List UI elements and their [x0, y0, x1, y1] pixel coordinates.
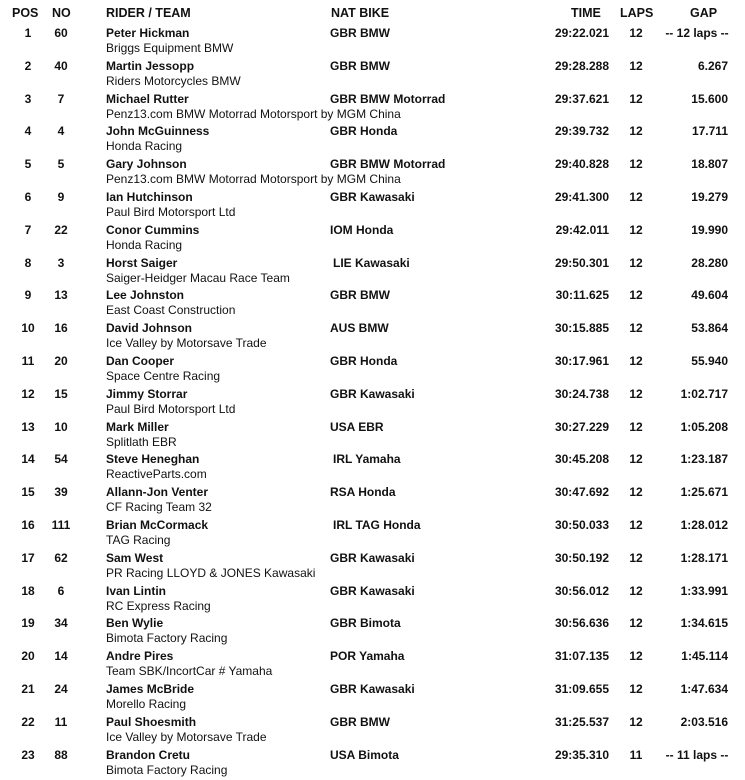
nat-bike-cell: IRL TAG Honda: [333, 518, 421, 532]
nat-bike-cell: IOM Honda: [330, 222, 394, 237]
position-cell: 4: [24, 124, 32, 139]
number-cell: 6: [57, 583, 65, 598]
rider-name: Steve Heneghan: [106, 452, 200, 467]
number-cell: 13: [54, 288, 68, 303]
team-name: Briggs Equipment BMW: [106, 41, 234, 55]
team-name: Bimota Factory Racing: [106, 762, 228, 777]
team-name: TAG Racing: [106, 533, 171, 547]
table-row: [0, 419, 745, 452]
number-cell: 14: [54, 649, 68, 664]
gap-cell: 6.267: [697, 58, 728, 73]
nat-bike-cell: AUS BMW: [330, 321, 389, 336]
team-name: PR Racing LLOYD & JONES Kawasaki: [106, 565, 316, 580]
team-name: Splitlath EBR: [106, 434, 177, 449]
header-no: NO: [52, 6, 71, 20]
nat-bike-cell: RSA Honda: [330, 485, 396, 500]
nat-bike-cell: USA Bimota: [330, 747, 399, 762]
rider-name: Horst Saiger: [106, 255, 178, 270]
rider-name: Allann-Jon Venter: [106, 485, 209, 500]
position-cell: 14: [21, 452, 35, 467]
team-name: Bimota Factory Racing: [106, 631, 228, 646]
rider-name: Ian Hutchinson: [106, 190, 193, 204]
position-cell: 10: [21, 321, 35, 336]
gap-cell: 53.864: [691, 321, 728, 336]
laps-cell: 12: [629, 518, 643, 532]
position-cell: 21: [21, 682, 35, 696]
nat-bike-cell: GBR BMW: [330, 288, 390, 303]
number-cell: 16: [54, 321, 68, 336]
nat-bike-cell: GBR Kawasaki: [330, 682, 415, 696]
gap-cell: 49.604: [691, 288, 728, 303]
gap-cell: 1:23.187: [680, 452, 728, 467]
rider-name: Gary Johnson: [106, 157, 187, 172]
number-cell: 9: [57, 190, 65, 204]
team-name: Honda Racing: [106, 237, 183, 252]
position-cell: 8: [24, 255, 32, 270]
laps-cell: 12: [629, 452, 643, 467]
position-cell: 19: [21, 616, 35, 631]
laps-cell: 12: [629, 124, 643, 139]
time-cell: 31:25.537: [554, 714, 609, 729]
table-row: [0, 484, 745, 517]
nat-bike-cell: GBR Kawasaki: [330, 386, 415, 401]
position-cell: 6: [24, 190, 32, 204]
table-row: [0, 156, 745, 189]
table-row: [0, 615, 745, 648]
laps-cell: 12: [629, 682, 643, 696]
time-cell: 29:50.301: [554, 255, 609, 270]
laps-cell: 12: [629, 386, 643, 401]
header-nat-bike: NAT BIKE: [331, 6, 390, 20]
gap-cell: 15.600: [691, 91, 728, 106]
number-cell: 39: [54, 485, 68, 500]
laps-cell: 12: [629, 550, 643, 565]
time-cell: 30:56.012: [554, 583, 609, 598]
number-cell: 4: [57, 124, 65, 139]
gap-cell: 1:25.671: [680, 485, 728, 500]
laps-cell: 12: [629, 255, 643, 270]
time-cell: 30:47.692: [554, 485, 609, 500]
nat-bike-cell: GBR Kawasaki: [330, 583, 415, 598]
laps-cell: 12: [629, 419, 643, 434]
laps-cell: 12: [629, 649, 643, 664]
position-cell: 2: [24, 58, 32, 73]
number-cell: 88: [54, 747, 68, 762]
nat-bike-cell: GBR BMW Motorrad: [330, 91, 446, 106]
number-cell: 5: [57, 157, 65, 172]
time-cell: 29:40.828: [554, 157, 609, 172]
position-cell: 23: [21, 747, 35, 762]
gap-cell: 19.990: [691, 222, 728, 237]
table-row: [0, 648, 745, 681]
team-name: Ice Valley by Motorsave Trade: [106, 336, 267, 351]
table-row: [0, 320, 745, 353]
number-cell: 7: [57, 91, 65, 106]
rider-name: Dan Cooper: [106, 354, 175, 368]
nat-bike-cell: GBR Kawasaki: [330, 190, 415, 204]
position-cell: 13: [21, 419, 35, 434]
number-cell: 62: [54, 550, 68, 565]
table-row: [0, 451, 745, 484]
nat-bike-cell: POR Yamaha: [330, 649, 405, 664]
team-name: Honda Racing: [106, 139, 183, 154]
laps-cell: 12: [629, 288, 643, 303]
gap-cell: -- 11 laps --: [665, 747, 729, 762]
position-cell: 11: [21, 354, 35, 368]
position-cell: 12: [21, 386, 35, 401]
header-gap: GAP: [690, 6, 718, 20]
gap-cell: 1:02.717: [680, 386, 728, 401]
position-cell: 3: [24, 91, 32, 106]
time-cell: 29:37.621: [554, 91, 609, 106]
nat-bike-cell: GBR Honda: [330, 354, 398, 368]
rider-name: Martin Jessopp: [106, 58, 195, 73]
rider-name: John McGuinness: [106, 124, 210, 139]
time-cell: 30:15.885: [554, 321, 609, 336]
number-cell: 111: [51, 518, 71, 532]
laps-cell: 12: [629, 714, 643, 729]
nat-bike-cell: GBR BMW: [330, 714, 390, 729]
table-row: [0, 353, 745, 386]
gap-cell: 2:03.516: [680, 714, 728, 729]
time-cell: 30:11.625: [555, 288, 609, 303]
laps-cell: 11: [629, 747, 643, 762]
position-cell: 22: [21, 714, 35, 729]
team-name: RC Express Racing: [106, 598, 211, 613]
number-cell: 20: [54, 354, 68, 368]
number-cell: 15: [54, 386, 68, 401]
number-cell: 40: [54, 58, 68, 73]
laps-cell: 12: [629, 190, 643, 204]
team-name: CF Racing Team 32: [106, 500, 212, 515]
rider-name: Ben Wylie: [106, 616, 164, 631]
position-cell: 17: [21, 550, 35, 565]
time-cell: 30:56.636: [554, 616, 609, 631]
nat-bike-cell: GBR BMW: [330, 26, 390, 40]
rider-name: Conor Cummins: [106, 222, 200, 237]
gap-cell: 1:47.634: [680, 682, 728, 696]
table-row: [0, 25, 745, 58]
laps-cell: 12: [629, 583, 643, 598]
gap-cell: 28.280: [691, 255, 728, 270]
gap-cell: 17.711: [691, 124, 728, 139]
team-name: Paul Bird Motorsport Ltd: [106, 205, 236, 219]
header-pos: POS: [12, 6, 39, 20]
number-cell: 34: [54, 616, 68, 631]
gap-cell: 1:33.991: [680, 583, 728, 598]
rider-name: Ivan Lintin: [106, 583, 166, 598]
table-row: [0, 222, 745, 255]
gap-cell: 1:34.615: [680, 616, 728, 631]
nat-bike-cell: GBR Bimota: [330, 616, 401, 631]
gap-cell: -- 12 laps --: [665, 26, 729, 40]
team-name: Penz13.com BMW Motorrad Motorsport by MGM China: [106, 172, 401, 187]
nat-bike-cell: IRL Yamaha: [333, 452, 401, 467]
rider-name: Lee Johnston: [106, 288, 185, 303]
table-row: [0, 58, 745, 91]
number-cell: 10: [54, 419, 68, 434]
table-row: [0, 714, 745, 747]
table-row: [0, 681, 745, 714]
table-row: [0, 123, 745, 156]
laps-cell: 12: [629, 26, 643, 40]
table-row: [0, 583, 745, 616]
team-name: Paul Bird Motorsport Ltd: [106, 401, 236, 416]
team-name: Penz13.com BMW Motorrad Motorsport by MGM China: [106, 106, 401, 121]
team-name: Riders Motorcycles BMW: [106, 73, 241, 88]
number-cell: 3: [57, 255, 65, 270]
table-row: [0, 287, 745, 320]
gap-cell: 1:28.012: [680, 518, 728, 532]
time-cell: 30:24.738: [554, 386, 609, 401]
rider-name: David Johnson: [106, 321, 193, 336]
position-cell: 5: [24, 157, 32, 172]
time-cell: 29:22.021: [554, 26, 609, 40]
position-cell: 16: [21, 518, 35, 532]
position-cell: 9: [24, 288, 32, 303]
rider-name: Mark Miller: [106, 419, 169, 434]
time-cell: 29:39.732: [554, 124, 609, 139]
table-row: [0, 91, 745, 124]
time-cell: 31:09.655: [554, 682, 609, 696]
position-cell: 18: [21, 583, 35, 598]
time-cell: 29:41.300: [554, 190, 609, 204]
number-cell: 60: [54, 26, 68, 40]
table-row: [0, 255, 745, 288]
nat-bike-cell: GBR Honda: [330, 124, 398, 139]
time-cell: 29:42.011: [555, 222, 609, 237]
time-cell: 30:50.033: [554, 518, 609, 532]
laps-cell: 12: [629, 354, 643, 368]
time-cell: 31:07.135: [554, 649, 609, 664]
laps-cell: 12: [629, 157, 643, 172]
team-name: Space Centre Racing: [106, 369, 221, 383]
rider-name: Brian McCormack: [106, 518, 209, 532]
laps-cell: 12: [629, 485, 643, 500]
team-name: Ice Valley by Motorsave Trade: [106, 729, 267, 744]
time-cell: 29:35.310: [554, 747, 609, 762]
header-laps: LAPS: [620, 6, 654, 20]
time-cell: 30:50.192: [554, 550, 609, 565]
rider-name: Sam West: [106, 550, 164, 565]
nat-bike-cell: GBR Kawasaki: [330, 550, 415, 565]
laps-cell: 12: [629, 222, 643, 237]
rider-name: Andre Pires: [106, 649, 174, 664]
rider-name: Michael Rutter: [106, 91, 189, 106]
number-cell: 11: [54, 714, 68, 729]
time-cell: 30:45.208: [554, 452, 609, 467]
header-time: TIME: [571, 6, 601, 20]
gap-cell: 55.940: [691, 354, 728, 368]
number-cell: 24: [54, 682, 68, 696]
time-cell: 30:17.961: [554, 354, 609, 368]
gap-cell: 1:45.114: [681, 649, 728, 664]
rider-name: James McBride: [106, 682, 195, 696]
time-cell: 29:28.288: [554, 58, 609, 73]
laps-cell: 12: [629, 321, 643, 336]
table-row: [0, 386, 745, 419]
table-row: [0, 747, 745, 780]
position-cell: 15: [21, 485, 35, 500]
number-cell: 22: [54, 222, 68, 237]
team-name: East Coast Construction: [106, 303, 236, 318]
gap-cell: 18.807: [691, 157, 728, 172]
laps-cell: 12: [629, 91, 643, 106]
gap-cell: 1:05.208: [680, 419, 728, 434]
rider-name: Brandon Cretu: [106, 747, 190, 762]
laps-cell: 12: [629, 58, 643, 73]
nat-bike-cell: USA EBR: [330, 419, 384, 434]
gap-cell: 19.279: [691, 190, 728, 204]
nat-bike-cell: GBR BMW: [330, 58, 390, 73]
number-cell: 54: [54, 452, 68, 467]
gap-cell: 1:28.171: [680, 550, 728, 565]
rider-name: Peter Hickman: [106, 26, 190, 40]
team-name: Team SBK/IncortCar # Yamaha: [106, 664, 273, 679]
laps-cell: 12: [629, 616, 643, 631]
nat-bike-cell: GBR BMW Motorrad: [330, 157, 446, 172]
table-row: [0, 517, 745, 550]
rider-name: Paul Shoesmith: [106, 714, 197, 729]
header-rider-team: RIDER / TEAM: [106, 6, 191, 20]
position-cell: 1: [24, 26, 32, 40]
rider-name: Jimmy Storrar: [106, 386, 188, 401]
position-cell: 7: [24, 222, 32, 237]
table-row: [0, 550, 745, 583]
table-row: [0, 189, 745, 222]
position-cell: 20: [21, 649, 35, 664]
team-name: ReactiveParts.com: [106, 467, 207, 482]
team-name: Morello Racing: [106, 697, 187, 711]
nat-bike-cell: LIE Kawasaki: [333, 255, 410, 270]
time-cell: 30:27.229: [554, 419, 609, 434]
team-name: Saiger-Heidger Macau Race Team: [106, 270, 290, 285]
